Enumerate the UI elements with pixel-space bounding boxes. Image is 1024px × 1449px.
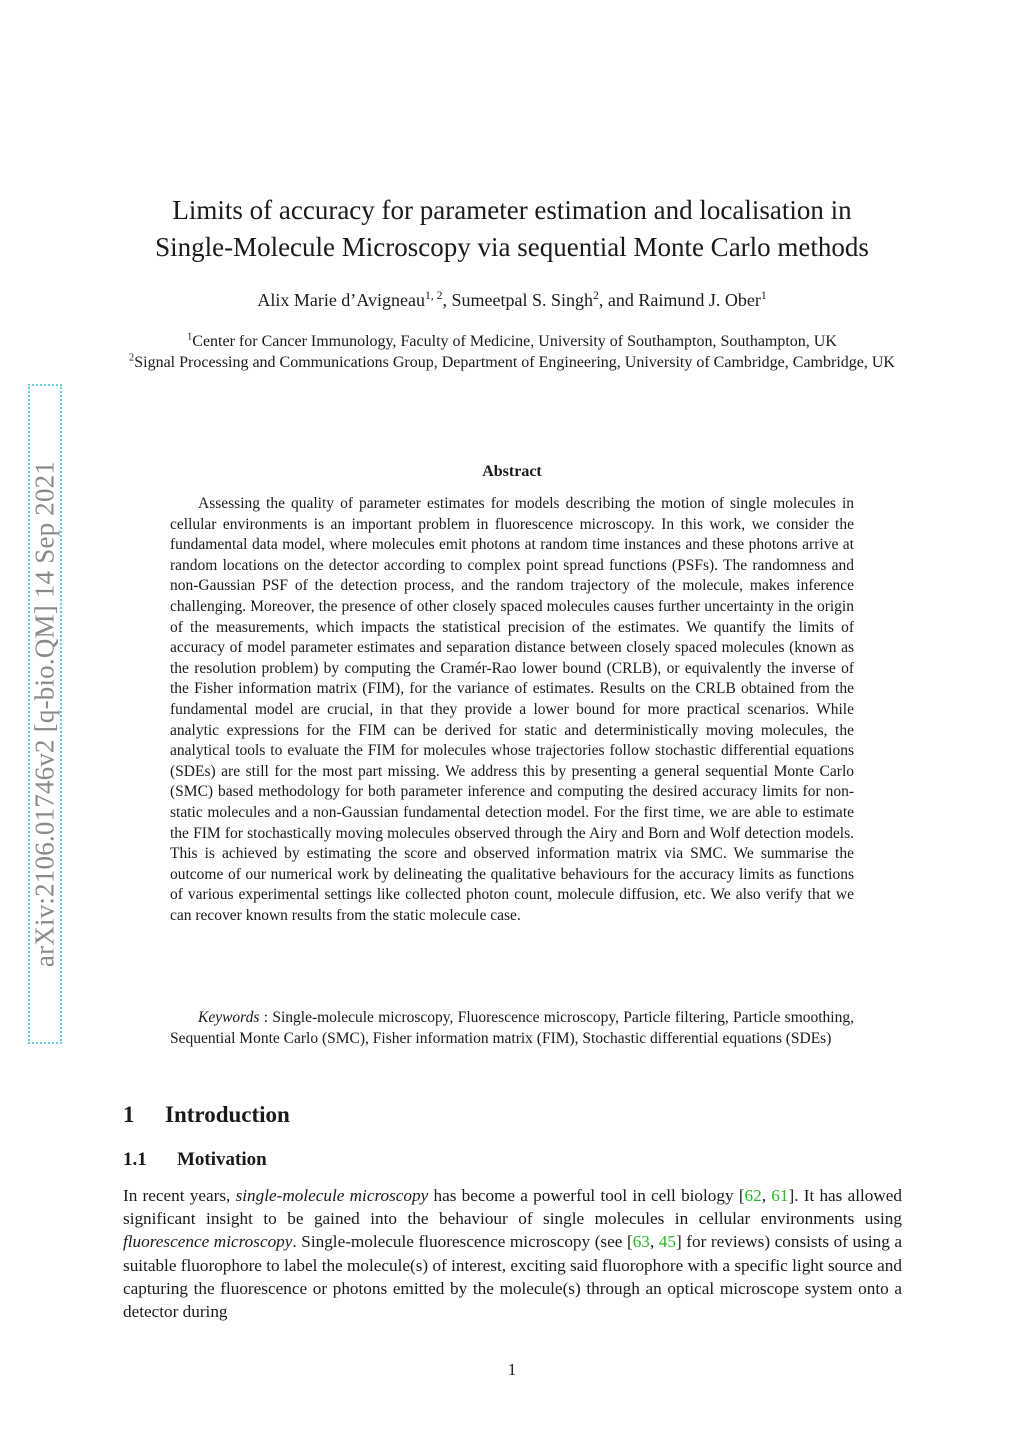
paper-title [120, 192, 904, 266]
body-text-run: . Single-molecule fluorescence microscopy (see [ [292, 1232, 633, 1252]
subsection-number: 1.1 [123, 1149, 147, 1170]
author-affil-sup: 2 [593, 289, 599, 302]
emphasis-term: single-molecule microscopy [235, 1186, 429, 1205]
body-text-run: , [761, 1186, 772, 1205]
author-affil-sup: 1 [760, 289, 767, 302]
page-number: 1 [507, 1360, 517, 1379]
keywords-label: Keywords [198, 1009, 260, 1026]
subsection-heading [123, 1149, 267, 1171]
author-name: Alix Marie d’Avigneau [257, 290, 425, 310]
affiliation-line [120, 352, 904, 373]
author-affil-sup: 1, 2 [424, 289, 443, 302]
body-text-run: , [649, 1232, 659, 1252]
arxiv-stamp: arXiv:2106.01746v2 [q-bio.QM] 14 Sep 2021 [29, 460, 60, 968]
keywords [170, 1008, 854, 1049]
affiliation-line [120, 331, 904, 352]
body-text-run: In recent years, [123, 1186, 236, 1205]
citation-link[interactable]: 62 [744, 1186, 762, 1205]
abstract-heading: Abstract [482, 463, 542, 480]
citation-link[interactable]: 45 [658, 1232, 676, 1252]
citation-link[interactable]: 61 [771, 1186, 789, 1205]
body-text-run: ]. It has allowed significant insight to be gained into the behaviour of single molecules in cellular environments using [123, 1186, 903, 1229]
emphasis-term: fluorescence microscopy [123, 1232, 293, 1252]
section-title: Introduction [165, 1102, 290, 1127]
body-text-run: has become a powerful tool in cell biology [ [428, 1186, 745, 1205]
title-line-1: Limits of accuracy for parameter estimation and localisation in [172, 195, 852, 225]
section-number: 1 [123, 1102, 135, 1127]
body-text-run: ] for reviews) consists of using a suitable fluorophore to label the molecule(s) of interest, exciting said fluorophore with a specific light source and capturing the fluorescence or photons emitted by the molecule(s) through an optical microscope system onto a detector during [123, 1232, 903, 1322]
author-separator: , and [598, 290, 639, 310]
section-heading [123, 1102, 290, 1128]
author-separator: , [442, 290, 452, 310]
affiliation-sup: 2 [129, 352, 135, 364]
citation-link[interactable]: 63 [632, 1232, 650, 1252]
affiliation-text: Signal Processing and Communications Group, Department of Engineering, University of Cambridge, Cambridge, UK [134, 354, 895, 371]
intro-paragraph [123, 1184, 902, 1323]
subsection-title: Motivation [177, 1149, 267, 1170]
title-line-2: Single-Molecule Microscopy via sequential Monte Carlo methods [155, 232, 869, 262]
affiliations [120, 331, 904, 373]
keywords-text: : Single-molecule microscopy, Fluorescence microscopy, Particle filtering, Particle smoothing, Sequential Monte Carlo (SMC), Fisher information matrix (FIM), Stochastic differential equations (SDEs) [170, 1009, 854, 1047]
affiliation-text: Center for Cancer Immunology, Faculty of Medicine, University of Southampton, Southampton, UK [192, 333, 837, 350]
abstract-body: Assessing the quality of parameter estimates for models describing the motion of single molecules in cellular environments is an important problem in fluorescence microscopy. In this work, we consider the fundamental data model, where molecules emit photons at random time instances and these photons arrive at random locations on the detector according to complex point spread functions (PSFs). The randomness and non-Gaussian PSF of the detection process, and the random trajectory of the molecule, makes inference challenging. Moreover, the presence of other closely spaced molecules causes further uncertainty in the origin of the measurements, which impacts the statistical precision of the estimates. We quantify the limits of accuracy of model parameter estimates and separation distance between closely spaced molecules (known as the resolution problem) by computing the Cramér-Rao lower bound (CRLB), or equivalently the inverse of the Fisher information matrix (FIM), for the variance of estimates. Results on the CRLB obtained from the fundamental model are crucial, in that they provide a lower bound for more practical scenarios. While analytic expressions for the FIM can be derived for static and deterministically moving molecules, the analytical tools to evaluate the FIM for molecules whose trajectories follow stochastic differential equations (SDEs) are still for the most part missing. We address this by presenting a general sequential Monte Carlo (SMC) based methodology for both parameter inference and computing the desired accuracy limits for non-static molecules and a non-Gaussian fundamental detection model. For the first time, we are able to estimate the FIM for stochastically moving molecules observed through the Airy and Born and Wolf detection models. This is achieved by estimating the score and observed information matrix via SMC. We summarise the outcome of our numerical work by delineating the qualitative behaviours for the accuracy limits as functions of various experimental settings like collected photon count, molecule diffusion, etc. We also verify that we can recover known results from the static molecule case. [170, 495, 854, 924]
author-name: Sumeetpal S. Singh [451, 290, 593, 310]
author-name: Raimund J. Ober [638, 290, 761, 310]
affiliation-sup: 1 [187, 331, 193, 343]
author-list [120, 288, 904, 312]
